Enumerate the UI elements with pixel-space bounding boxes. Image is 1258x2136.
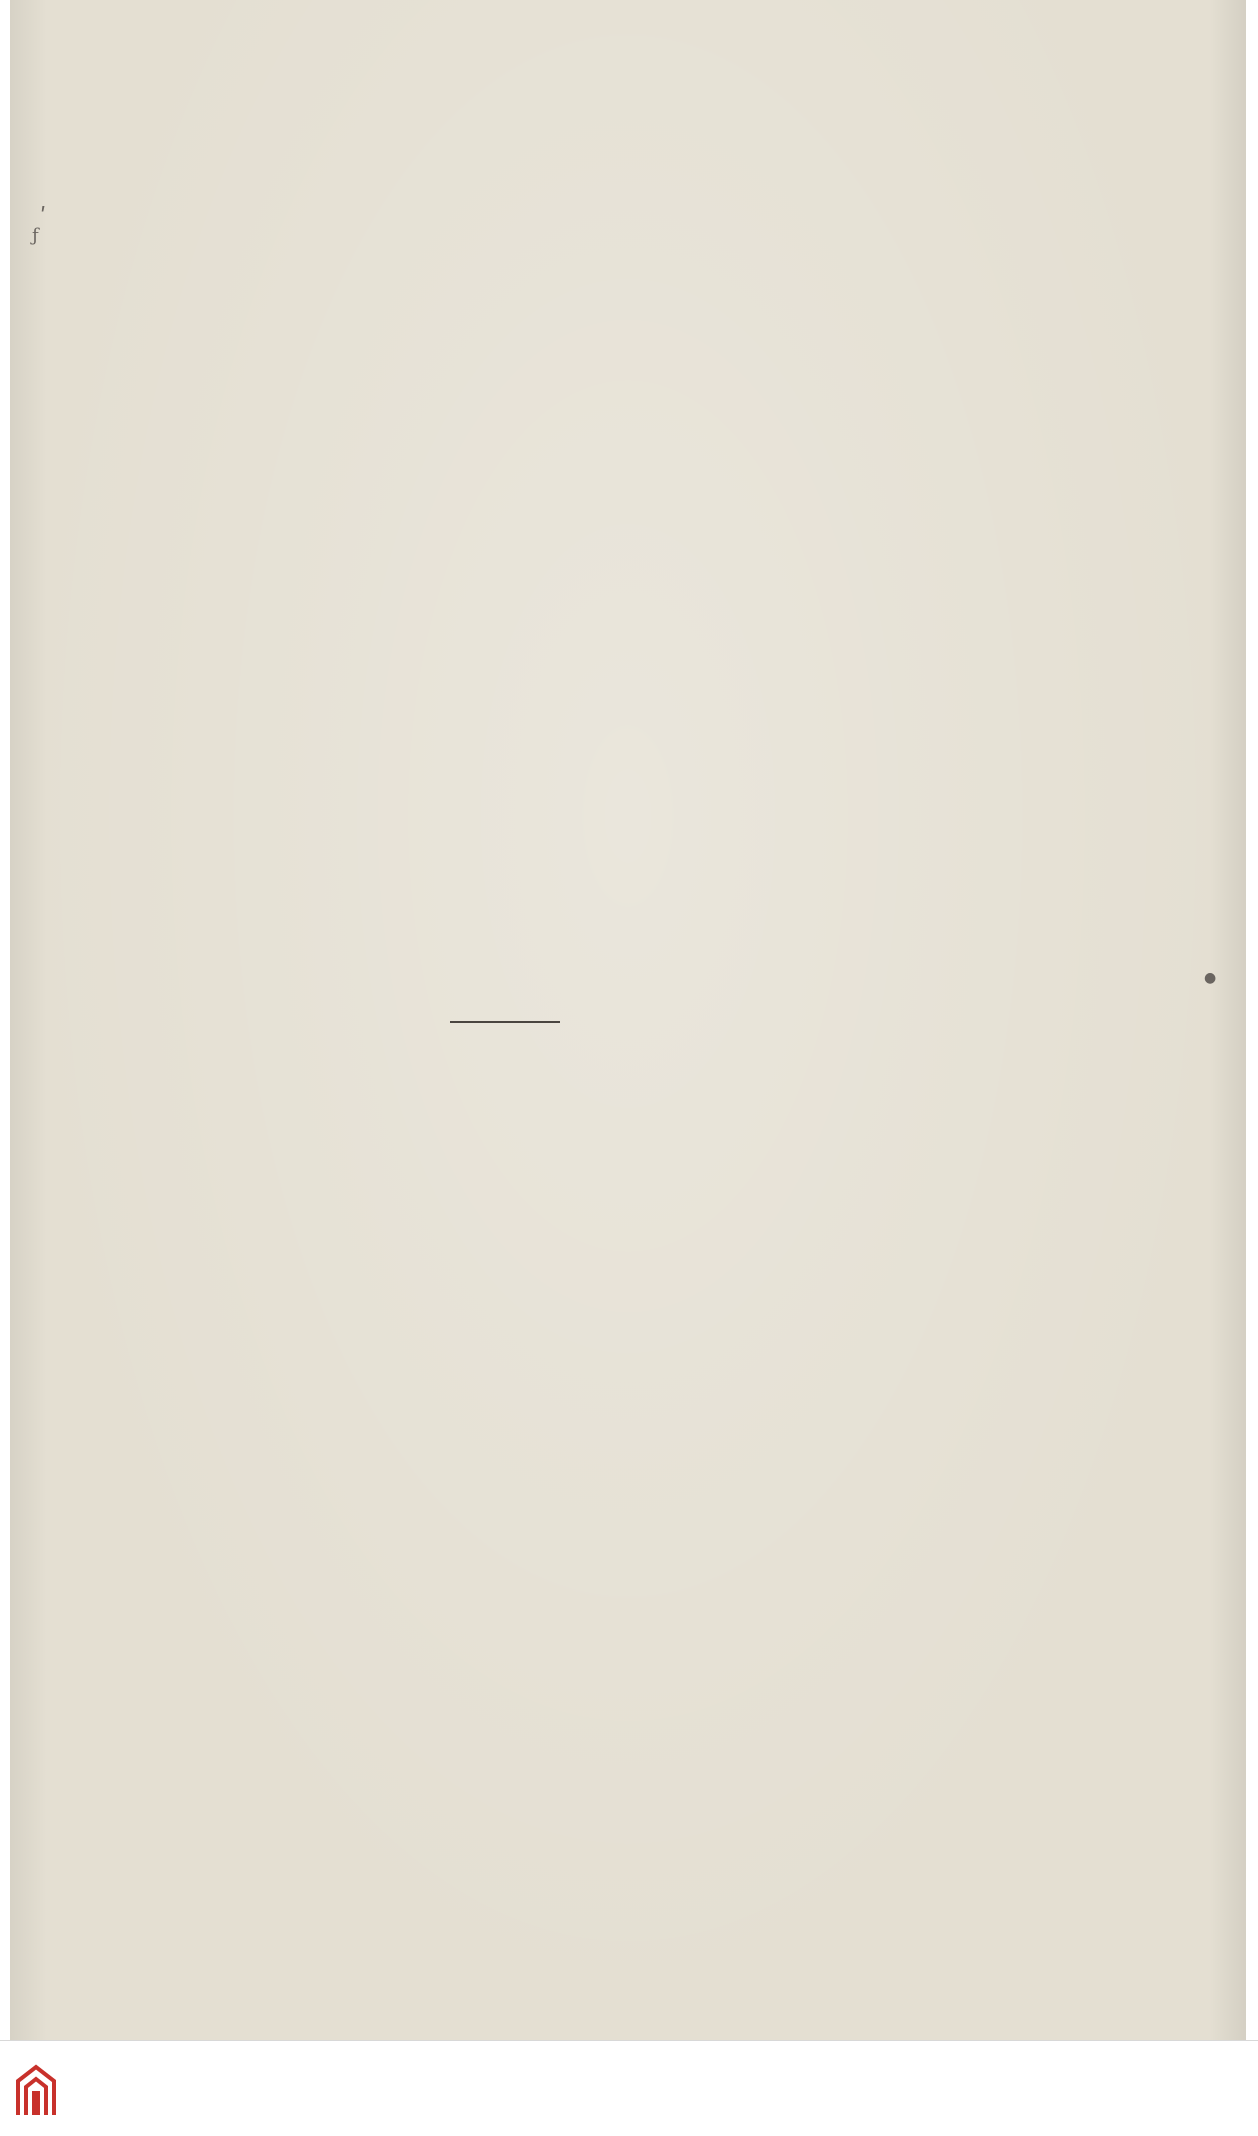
viewer-footer xyxy=(0,2040,1258,2136)
sponsor-logo[interactable] xyxy=(1106,2053,1246,2128)
margin-mark-icon: ʹ xyxy=(40,205,47,230)
library-emblem-icon xyxy=(12,2063,60,2119)
section-separator xyxy=(450,1021,560,1023)
margin-dot-icon: ● xyxy=(1204,970,1217,986)
book-page xyxy=(10,0,1246,2040)
library-logo[interactable] xyxy=(12,2063,172,2123)
margin-mark-icon: ƒ xyxy=(32,225,39,246)
section-heading xyxy=(10,1101,1246,1127)
